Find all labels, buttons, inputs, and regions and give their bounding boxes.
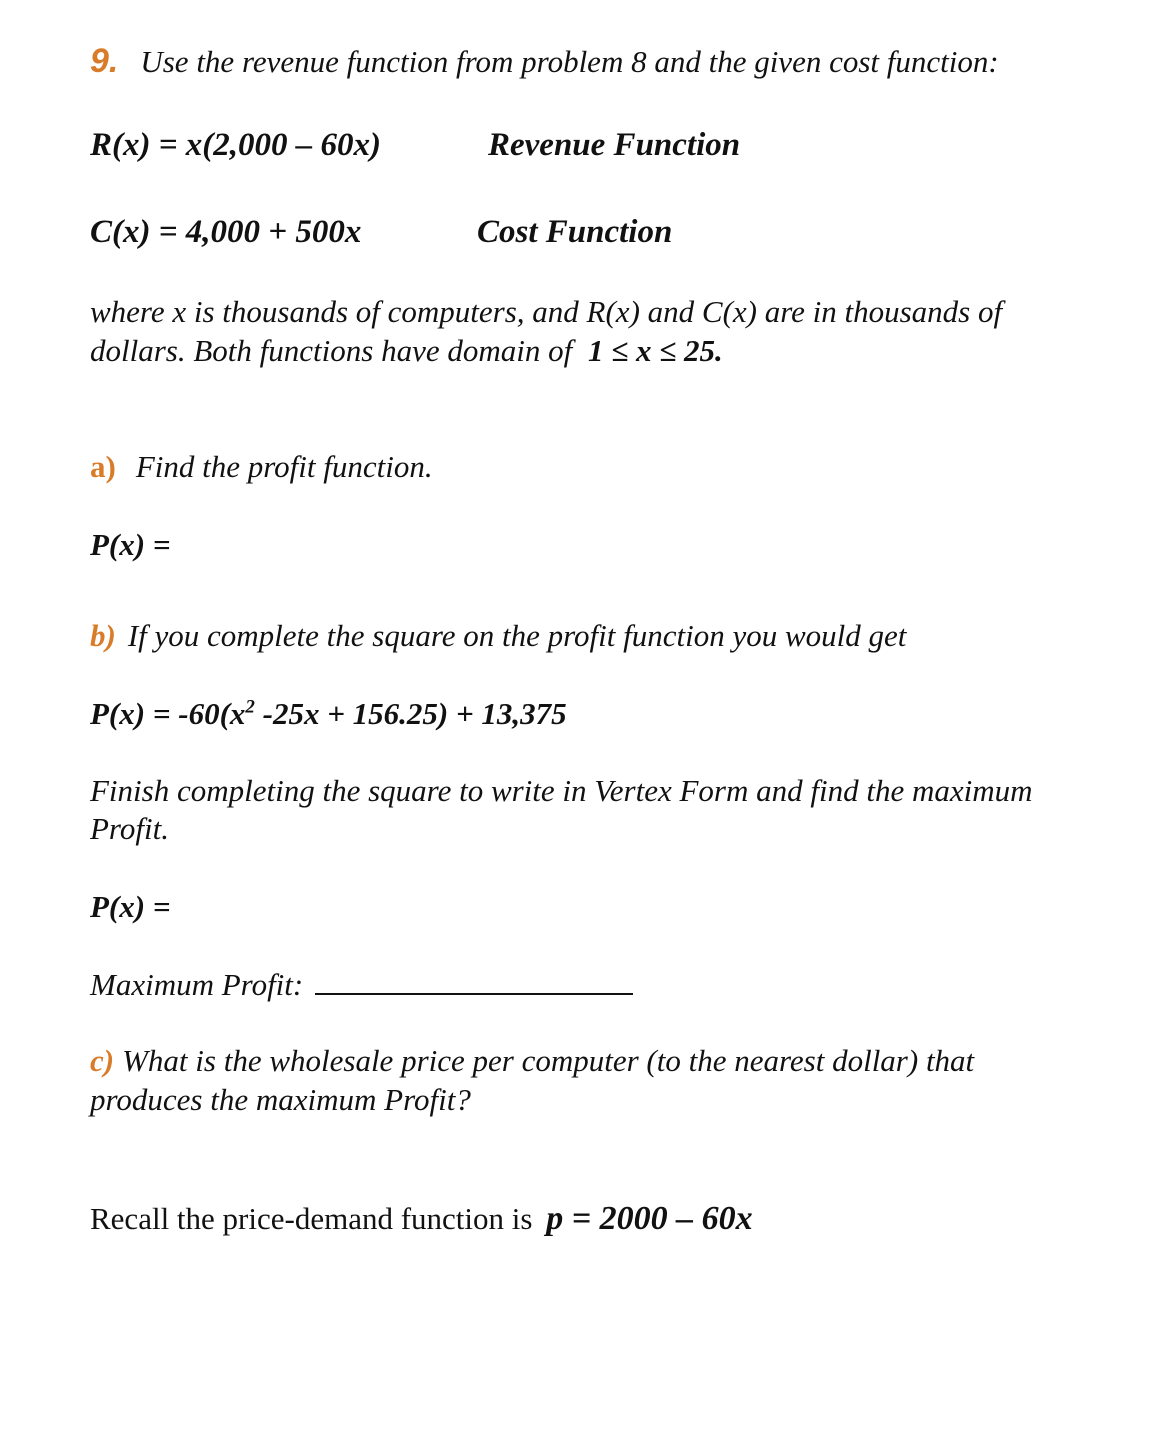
part-a-marker: a) <box>90 449 116 484</box>
part-c-text: What is the wholesale price per computer (to the nearest dollar) that <box>122 1043 975 1078</box>
part-c-question-1 <box>90 1042 974 1080</box>
part-a-text: Find the profit function. <box>135 449 433 484</box>
formula-part-2: -25x + 156.25) + 13,375 <box>254 696 567 731</box>
part-b-marker: b) <box>90 618 116 653</box>
part-b-question <box>90 617 906 655</box>
revenue-label: Revenue Function <box>488 127 741 163</box>
problem-number: 9. <box>90 42 119 80</box>
formula-exponent: 2 <box>245 696 255 718</box>
cost-formula: C(x) = 4,000 + 500x <box>90 214 362 250</box>
domain-inequality: 1 ≤ x ≤ 25. <box>587 333 723 368</box>
formula-part-1: P(x) = -60(x <box>90 696 246 731</box>
price-demand-formula: p = 2000 – 60x <box>546 1200 753 1237</box>
maximum-profit-blank[interactable] <box>315 965 633 995</box>
part-c-marker: c) <box>90 1043 115 1078</box>
description-text: dollars. Both functions have domain of <box>90 333 573 368</box>
part-a-question <box>90 448 433 486</box>
part-b-text: If you complete the square on the profit function you would get <box>127 618 907 653</box>
maximum-profit-row <box>90 965 633 1004</box>
maximum-profit-label: Maximum Profit: <box>90 967 304 1002</box>
part-b-instruction-1: Finish completing the square to write in Vertex Form and find the maximum <box>90 773 1033 808</box>
part-c-question-2: produces the maximum Profit? <box>90 1082 471 1117</box>
part-b-formula <box>90 695 567 733</box>
part-b-instruction-2: Profit. <box>90 811 169 846</box>
recall-line <box>90 1200 753 1238</box>
part-a-answer-label: P(x) = <box>90 527 171 562</box>
description-line-2 <box>90 332 723 370</box>
description-line-1: where x is thousands of computers, and R(x) and C(x) are in thousands of <box>90 294 1003 329</box>
recall-text: Recall the price-demand function is <box>90 1201 533 1236</box>
problem-prompt: Use the revenue function from problem 8 and the given cost function: <box>140 44 999 79</box>
part-b-answer-label: P(x) = <box>90 889 171 924</box>
cost-label: Cost Function <box>477 214 673 250</box>
revenue-formula: R(x) = x(2,000 – 60x) <box>90 127 382 163</box>
problem-heading <box>90 42 999 81</box>
